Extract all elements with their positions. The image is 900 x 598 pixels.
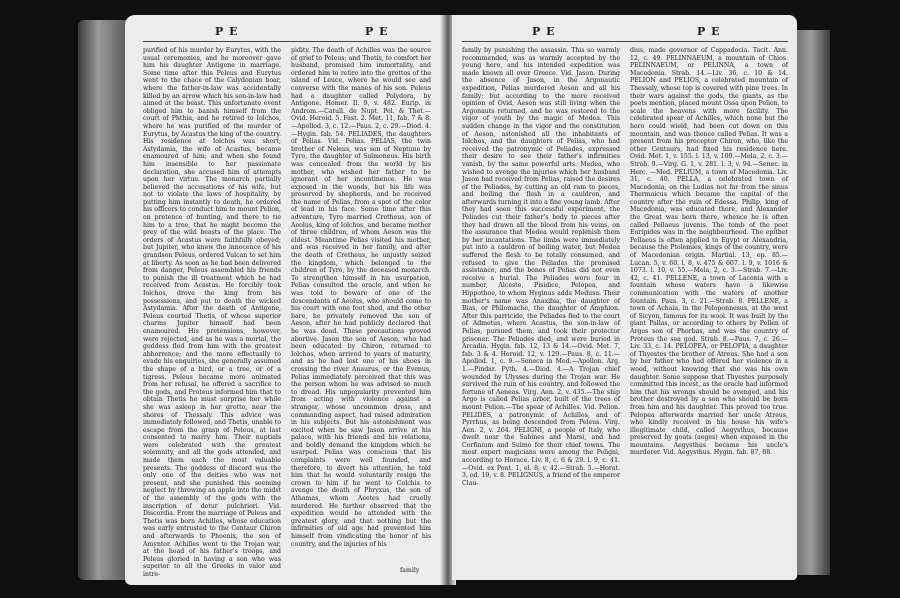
left-page-header-right: P E xyxy=(365,25,389,38)
catchword: family xyxy=(400,567,420,574)
left-page-header-left: P E xyxy=(215,25,239,38)
right-page-stack xyxy=(792,30,830,575)
left-page xyxy=(125,15,445,585)
right-page xyxy=(452,15,797,580)
header-rule xyxy=(143,41,431,42)
right-page-column-2: dius, made governor of Cappadocia. Tacit. Ann. 12, c. 49. PELINNAEUM, a mountain of Chios. PELINNAEUM, or PELINNA, a town of Macedonia. Strab. 14.—Liv. 36, c. 10 & 14. PELION and PELIOS, a celebrated mountain of Thessaly, whose top is covered with pine trees. In their wars against the gods, the giants, as the poets mention, placed mount Ossa upon Pelion, to scale the heavens with more facility. The celebrated spear of Achilles, which none but the hero could wield, had been cut down on this mountain, and was thence called Pelias. It was a present from his preceptor Chiron, who, like the other Centaurs, had fixed his residence here. Ovid. Met. 1, v. 155. l. 13, v. 109.—Mela, 2, c. 3.—Strab. 9.—Virg. G. 1, v. 281. l. 3, v. 94.—Senec. in Herc. —Med. PELIUM, a town of Macedonia. Liv. 31, c. 40. PELLA, a celebrated town of Macedonia, on the Ludias not far from the sinus Thermaicus which became the capital of the country after the ruin of Edessa. Philip, king of Macedonia, was educated there, and Alexander the Great was born there, whence he is often called Pellaeus juvenis. The tomb of the poet Euripides was in the neighbourhood. The epithet Pellaeus is often applied to Egypt or Alexandria, because the Ptolemies, kings of the country, were of Macedonian origin. Martial. 13, ep. 85.—Lucan. 5, v. 60. l. 8, v. 475 & 607. l. 9, v. 1016 & 1073. l. 10, v. 55.—Mela, 2, c. 3.—Strab. 7.—Liv. 42, c. 41. PELLENE, a town of Laconia with a fountain whose waters have a likewise communication with the waters of another fountain. Paus. 3, c. 21.—Strab. 8. PELLENE, a town of Achaia, in the Peloponnesus, at the west of Sicyon, famous for its wool. It was built by the giant Pallas, or according to others by Pellen of Argos son of Phorbas, and was the country of Proteus the sea god. Strab. 8.—Paus. 7, c. 26.—Liv. 33, c. 14. PELOPEA, or PELOPIA, a daughter of Thyestes the brother of Atreus. She had a son by her father who had offered her violence in a wood, without knowing that she was his own daughter. Some suppose that Thyestes purposely committed this incest, as the oracle had informed him that his wrongs should be avenged, and his brother destroyed by a son who should be born from him and his daughter. This proved too true. Pelopea afterwards married her uncle Atreus, who kindly received in his house his wife's illegitimate child, called Aegysthus, because preserved by goats (aeges) when exposed in the mountains. Aegysthus became his uncle's murderer. Vid. Aegysthus. Hygin. fab. 87, 88. xyxy=(630,47,788,457)
left-cover-edge xyxy=(78,20,128,580)
right-page-header-right: P E xyxy=(697,25,721,38)
header-rule xyxy=(462,41,788,42)
left-page-column-2: pidity. The death of Achilles was the source of grief to Peleus; and Thetis, to comfort her husband, promised him immortality, and ordered him to retire into the grottos of the island of Leuce, where he would see and converse with the manes of his son. Peleus had a daughter called Polydora, by Antigone. Homer. Il. 9, v. 482. Eurip. in Androm.—Catull. de Nupt. Pel. & Thet.—Ovid. Heroid. 5. Fast. 2. Met. 11, fab. 7 & 8.—Apollod. 3, c. 12.—Paus. 2, c. 29.—Diod. 4.—Hygin. fab. 54. PELIADES, the daughters of Pelias. Vid. Pelias. PELIAS, the twin brother of Neleus, was son of Neptune by Tyro, the daughter of Salmoneus. His birth was concealed from the world by his mother, who wished her father to be ignorant of her incontinence. He was exposed in the woods, but his life was preserved by shepherds, and he received the name of Pelias, from a spot of the color of lead in his face. Some time after this adventure, Tyro married Cretheus, son of Aeolus, king of Iolchos, and became mother of three children, of whom Aeson was the eldest. Meantime Pelias visited his mother, and was received in her family, and after the death of Cretheus, he unjustly seized the kingdom, which belonged to the children of Tyro, by the deceased monarch. To strengthen himself in his usurpation, Pelias consulted the oracle, and when he was told to beware of one of the descendants of Aeolus, who should come to his court with one foot shod, and the other bare, he privately removed the son of Aeson, after he had publicly declared that he was dead. These precautions proved abortive. Jason the son of Aeson, who had been educated by Chiron, returned to Iolchos, when arrived to years of maturity, and as he had lost one of his shoes in crossing the river Anaurus, or the Evenus, Pelias immediately perceived that this was the person whom he was advised so much to dread. His unpopularity prevented him from acting with violence against a stranger, whose uncommon dress, and commanding aspect, had raised admiration in his subjects. But his astonishment was excited when he saw Jason arrive at his palace, with his friends and his relations, and boldly demand the kingdom which he usurped. Pelias was conscious that his complaints were well founded, and therefore, to divert his attention, he told him that he would voluntarily resign the crown to him if he went to Colchis to avenge the death of Phryxus, the son of Athamas, whom Aeetes had cruelly murdered. He further observed that the expedition would be attended with the greatest glory, and that nothing but the infirmities of old age had prevented him himself from vindicating the honor of his country, and the injuries of his xyxy=(291,47,431,548)
right-page-header-left: P E xyxy=(532,25,556,38)
left-page-column-1: purified of his murder by Eurytus, with the usual ceremonies, and he moreover gave him his daughter Antigone in marriage. Some time after this Peleus and Eurytus went to the chace of the Calydonian boar, where the father-in-law was accidentally killed by an arrow which his son-in-law had aimed at the beast. This unfortunate event obliged him to banish himself from the court of Phthia, and he retired to Iolchos, where he was purified of the murder of Eurytus, by Acastus the king of the country. His residence at Iolchos was short; Astydamia, the wife of Acastus, became enamoured of him; and when she found him insensible to her passionate declaration, she accused him of attempts upon her virtue. The monarch partially believed the accusations of his wife, but not to violate the laws of hospitality, by putting him instantly to death, he ordered his officers to conduct him to mount Pelion, on pretence of hunting, and there to tie him to a tree, that he might become the prey of the wild beasts of the place. The orders of Acastus were faithfully obeyed; but Jupiter, who knew the innocence of his grandson Peleus, ordered Vulcan to set him at liberty. As soon as he had been delivered from danger, Peleus assembled his friends to punish the ill treatment which he had received from Acastus. He forcibly took Iolchos, drove the king from his possessions, and put to death the wicked Astydamia. After the death of Antigone, Peleus courted Thetis, of whose superior charms Jupiter himself had been enamoured. His pretensions, however, were rejected, and as he was a mortal, the goddess fled from him with the greatest abhorrence; and the more effectually to evade his enquiries, she generally assumed the shape of a bird, or a tree, or of a tigress. Peleus became more animated from her refusal, he offered a sacrifice to the gods, and Proteus informed him that to obtain Thetis he must surprise her while she was asleep in her grotto, near the shores of Thessaly. This advice was immediately followed, and Thetis, unable to escape from the grasp of Peleus, at last consented to marry him. Their nuptials were celebrated with the greatest solemnity, and all the gods attended, and made them each the most valuable presents. The goddess of discord was the only one of the deities who was not present, and she punished this seeming neglect by throwing an apple into the midst of the assembly of the gods with the inscription of detur pulchriori. Vid. Discordia. From the marriage of Peleus and Thetis was born Achilles, whose education was early entrusted to the Centaur Chiron and afterwards to Phoenix, the son of Amyntor. Achilles went to the Trojan war, at the head of his father's troops, and Peleus gloried in having a son who was superior to all the Greeks in valor and intre- xyxy=(143,47,281,578)
right-page-column-1: family by punishing the assassin. This so warmly recommended, was as warmly accepted by the young hero, and his intended expedition was made known all over Greece. Vid. Jason. During the absence of Jason, in the Argonautic expedition, Pelias murdered Aeson and all his family; but according to the more received opinion of Ovid, Aeson was still living when the Argonauts returned, and he was restored to the vigor of youth by the magic of Medea. This sudden change in the vigor and the constitution of Aeson, astonished all the inhabitants of Iolchos, and the daughters of Pelias, who had received the patronymic of Peliades, expressed their desire to see their father's infirmities vanish, by the same powerful arts. Medea, who wished to avenge the injuries which her husband Jason had received from Pelias, raised the desires of the Peliades, by cutting an old ram to pieces, and boiling the flesh in a cauldron, and afterwards turning it into a fine young lamb. After they had seen this successful experiment, the Peliades cut their father's body to pieces after they had drawn all the blood from his veins, on the assurance that Medea would replenish them by her incantations. The limbs were immediately put into a cauldron of boiling water, but Medea suffered the flesh to be totally consumed, and refused to give the Peliades the promised assistance, and the bones of Pelias did not even receive a burial. The Peliades were four in number, Alceste, Pisidice, Pelopea, and Hippothoe, to whom Hyginus adds Medusa. Their mother's name was Anaxibia, the daughter of Bias, or Philomache, the daughter of Amphion. After this parricide, the Peliades fled to the court of Admetus, where Acastus, the son-in-law of Pelias, pursued them, and took their protector prisoner. The Peliades died, and were buried in Arcadia. Hygin. fab. 12, 13 & 14.—Ovid. Met. 7, fab. 3 & 4. Heroid. 12, v. 129.—Paus. 8, c. 11.—Apollod. 1, c. 9.—Seneca in Med.—Apollon. Arg. 1.—Pindar. Pyth. 4.—Diod. 4.—A Trojan chief wounded by Ulysses during the Trojan war. He survived the ruin of his country, and followed the fortune of Aeneas. Virg. Aen. 2, v. 435.—The ship Argo is called Pelias arbor, built of the trees of mount Pelion.—The spear of Achilles. Vid. Pelion. PELIDES, a patronymic of Achilles, and of Pyrrhus, as being descended from Peleus. Virg. Aen. 2, v. 264. PELIGNI, a people of Italy, who dwelt near the Sabines and Marsi, and had Corfinium and Sulmo for their chief towns. The most expert magicians were among the Peligni, according to Horace. Liv. 8, c. 6 & 29. l. 9, c. 41.—Ovid. ex Pont. 1, el. 8, v. 42.—Strab. 5.—Horat. 3, od. 19, v. 8. PELIGNUS, a friend of the emperor Clau- xyxy=(462,47,620,487)
